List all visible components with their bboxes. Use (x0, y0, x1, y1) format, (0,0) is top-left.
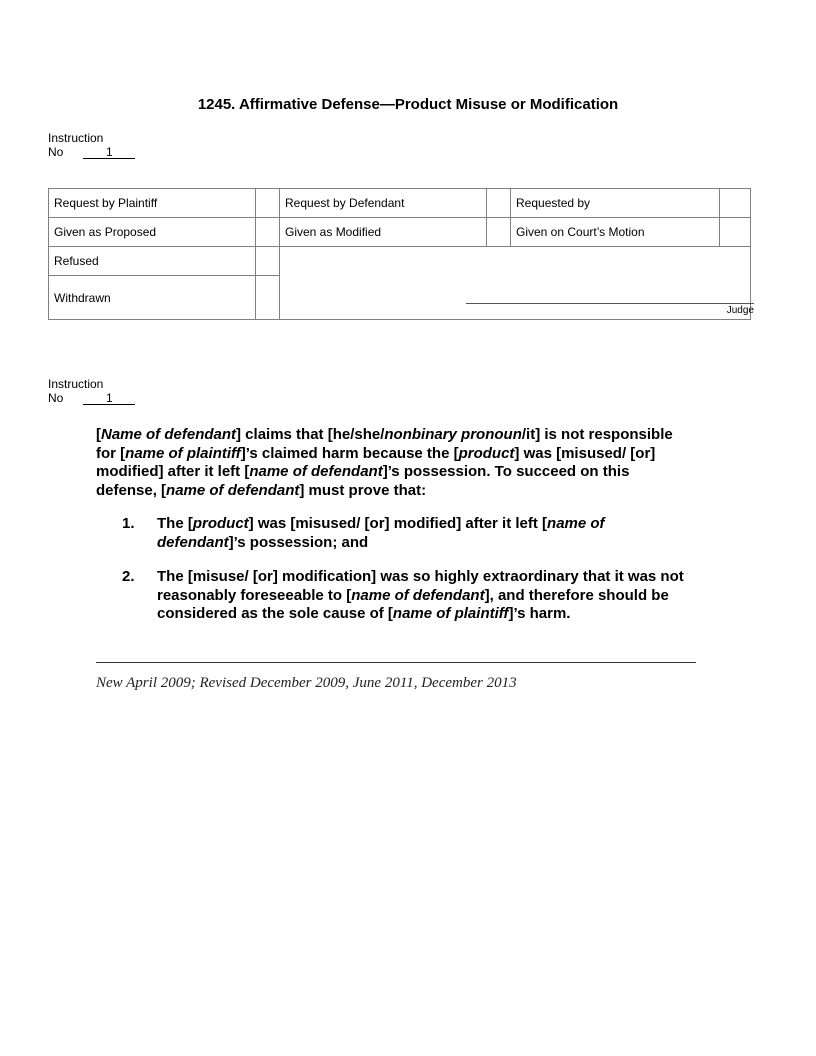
text: [ (96, 426, 101, 443)
placeholder-text: product (192, 515, 249, 532)
withdrawn-checkbox[interactable] (256, 276, 280, 320)
placeholder-text: name of defendant (249, 463, 383, 480)
text: The [misuse/ [or] modification] was so highly extraordinary that it was not (157, 568, 684, 585)
given-modified-label: Given as Modified (280, 218, 487, 247)
text: ]’s possession. To succeed on this (382, 463, 630, 480)
request-defendant-label: Request by Defendant (280, 189, 487, 218)
given-proposed-checkbox[interactable] (256, 218, 280, 247)
request-plaintiff-label: Request by Plaintiff (49, 189, 256, 218)
placeholder-text: name of plaintiff (392, 605, 509, 622)
revision-history: New April 2009; Revised December 2009, June 2011, December 2013 (96, 675, 517, 691)
text: for [ (96, 444, 126, 462)
text: /it] is not responsible (521, 426, 673, 443)
text: ] claims that [he/she/ (236, 426, 385, 443)
text: modified] after it left [ (96, 463, 250, 480)
placeholder-text: defendant (157, 533, 229, 551)
divider (96, 662, 696, 663)
text: ]’s harm. (508, 605, 571, 622)
instruction-label: Instruction (48, 131, 104, 145)
instruction-label: Instruction (48, 377, 104, 391)
no-label: No (48, 391, 64, 405)
instruction-number-bottom (48, 377, 135, 405)
requested-by-checkbox[interactable] (720, 189, 751, 218)
requested-by-label: Requested by (511, 189, 720, 218)
instruction-number: 1 (83, 146, 135, 159)
given-modified-checkbox[interactable] (487, 218, 511, 247)
request-defendant-checkbox[interactable] (487, 189, 511, 218)
judge-label: Judge (726, 305, 754, 316)
given-court-checkbox[interactable] (720, 218, 751, 247)
request-table (48, 188, 751, 320)
list-item-number: 2. (122, 568, 135, 585)
withdrawn-label: Withdrawn (49, 276, 256, 320)
text: ]’s claimed harm because the [ (240, 444, 459, 462)
given-court-label: Given on Court’s Motion (511, 218, 720, 247)
text: ], and therefore should be (484, 586, 669, 604)
placeholder-text: nonbinary pronoun (384, 426, 522, 443)
list-item (157, 568, 777, 624)
placeholder-text: Name of defendant (101, 426, 237, 443)
text: reasonably foreseeable to [ (157, 586, 352, 604)
text: The [ (157, 515, 193, 532)
page-title: 1245. Affirmative Defense—Product Misuse or Modification (197, 96, 619, 113)
placeholder-text: name of plaintiff (125, 444, 241, 462)
text: defense, [ (96, 481, 167, 499)
instruction-paragraph (96, 426, 736, 500)
no-label: No (48, 145, 64, 159)
placeholder-text: name of (547, 515, 605, 532)
placeholder-text: product (458, 444, 515, 462)
list-item (157, 515, 757, 552)
placeholder-text: name of defendant (351, 586, 485, 604)
text: ] was [misused/ [or] (514, 444, 656, 462)
text: ] was [misused/ [or] modified] after it left [ (248, 515, 548, 532)
judge-signature-line[interactable] (466, 303, 754, 304)
refused-checkbox[interactable] (256, 247, 280, 276)
text: ]’s possession; and (228, 533, 369, 551)
placeholder-text: name of defendant (166, 481, 300, 499)
list-item-number: 1. (122, 515, 135, 532)
text: ] must prove that: (299, 481, 427, 499)
given-proposed-label: Given as Proposed (49, 218, 256, 247)
refused-label: Refused (49, 247, 256, 276)
instruction-number: 1 (83, 392, 135, 405)
instruction-number-top (48, 131, 135, 159)
judge-signature-area (280, 247, 751, 320)
request-plaintiff-checkbox[interactable] (256, 189, 280, 218)
text: considered as the sole cause of [ (157, 605, 393, 622)
